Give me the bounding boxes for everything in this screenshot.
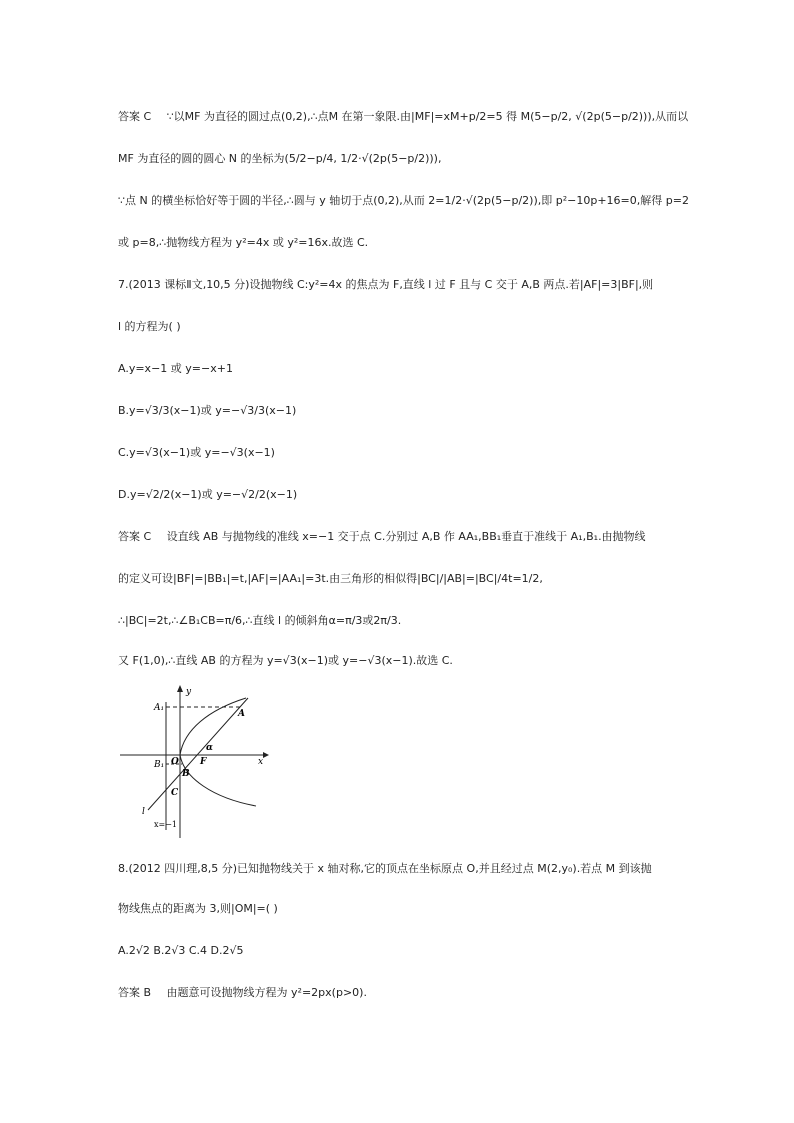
solution-text: 由题意可设抛物线方程为 y²=2px(p>0). — [166, 986, 367, 999]
y-axis-label: y — [186, 687, 192, 697]
point-c-label: C — [171, 788, 179, 798]
x-axis-arrow-icon — [263, 752, 269, 758]
answer-choice: C — [143, 110, 152, 123]
answer-label: 答案 — [118, 110, 140, 123]
y-axis-arrow-icon — [177, 685, 183, 692]
line-l-label: l — [142, 807, 145, 817]
answer-line-1 — [118, 110, 688, 124]
question-8-options: A.2√2 B.2√3 C.4 D.2√5 — [118, 944, 244, 957]
solution-line: 的定义可设|BF|=|BB₁|=t,|AF|=|AA₁|=3t.由三角形的相似得|BC|/|AB|=|BC|/4t=1/2, — [118, 572, 543, 585]
figure-svg — [118, 680, 278, 840]
point-a-label: A — [238, 709, 245, 719]
question-7-stem: l 的方程为( ) — [118, 320, 181, 333]
origin-label: O — [171, 757, 179, 767]
answer-line-8 — [118, 986, 367, 1000]
answer-choice: B — [143, 986, 152, 999]
answer-choice: C — [143, 530, 152, 543]
point-a1-label: A₁ — [154, 703, 165, 713]
solution-line: ∴|BC|=2t,∴∠B₁CB=π/6,∴直线 l 的倾斜角α=π/3或2π/3. — [118, 614, 402, 627]
parabola-figure — [118, 680, 278, 844]
solution-line: 又 F(1,0),∴直线 AB 的方程为 y=√3(x−1)或 y=−√3(x−1).故选 C. — [118, 654, 453, 667]
alpha-label: α — [206, 743, 213, 753]
answer-line-7 — [118, 530, 646, 544]
question-7-stem: 7.(2013 课标Ⅱ文,10,5 分)设抛物线 C:y²=4x 的焦点为 F,直线 l 过 F 且与 C 交于 A,B 两点.若|AF|=3|BF|,则 — [118, 278, 654, 291]
solution-line: MF 为直径的圆的圆心 N 的坐标为(5/2−p/4, 1/2·√(2p(5−p/2))), — [118, 152, 442, 165]
focus-label: F — [200, 757, 207, 767]
solution-text: ∵以MF 为直径的圆过点(0,2),∴点M 在第一象限.由|MF|=xM+p/2=5 得 M(5−p/2, √(2p(5−p/2))),从而以 — [166, 110, 689, 123]
answer-label: 答案 — [118, 986, 140, 999]
question-8-stem: 8.(2012 四川理,8,5 分)已知抛物线关于 x 轴对称,它的顶点在坐标原点 O,并且经过点 M(2,y₀).若点 M 到该抛 — [118, 862, 652, 875]
solution-line: 或 p=8,∴抛物线方程为 y²=4x 或 y²=16x.故选 C. — [118, 236, 369, 249]
option-a: A.y=x−1 或 y=−x+1 — [118, 362, 233, 375]
solution-text: 设直线 AB 与抛物线的准线 x=−1 交于点 C.分别过 A,B 作 AA₁,BB₁垂直于准线于 A₁,B₁.由抛物线 — [166, 530, 646, 543]
answer-label: 答案 — [118, 530, 140, 543]
point-b1-label: B₁ — [154, 760, 165, 770]
point-b-label: B — [182, 769, 190, 779]
directrix-label: x=−1 — [154, 820, 178, 829]
solution-line: ∵点 N 的横坐标恰好等于圆的半径,∴圆与 y 轴切于点(0,2),从而 2=1/2·√(2p(5−p/2)),即 p²−10p+16=0,解得 p=2 — [118, 194, 689, 207]
line-l — [148, 698, 248, 810]
x-axis-label: x — [258, 757, 264, 767]
option-d: D.y=√2/2(x−1)或 y=−√2/2(x−1) — [118, 488, 298, 501]
option-b: B.y=√3/3(x−1)或 y=−√3/3(x−1) — [118, 404, 297, 417]
question-8-stem: 物线焦点的距离为 3,则|OM|=( ) — [118, 902, 278, 915]
option-c: C.y=√3(x−1)或 y=−√3(x−1) — [118, 446, 275, 459]
